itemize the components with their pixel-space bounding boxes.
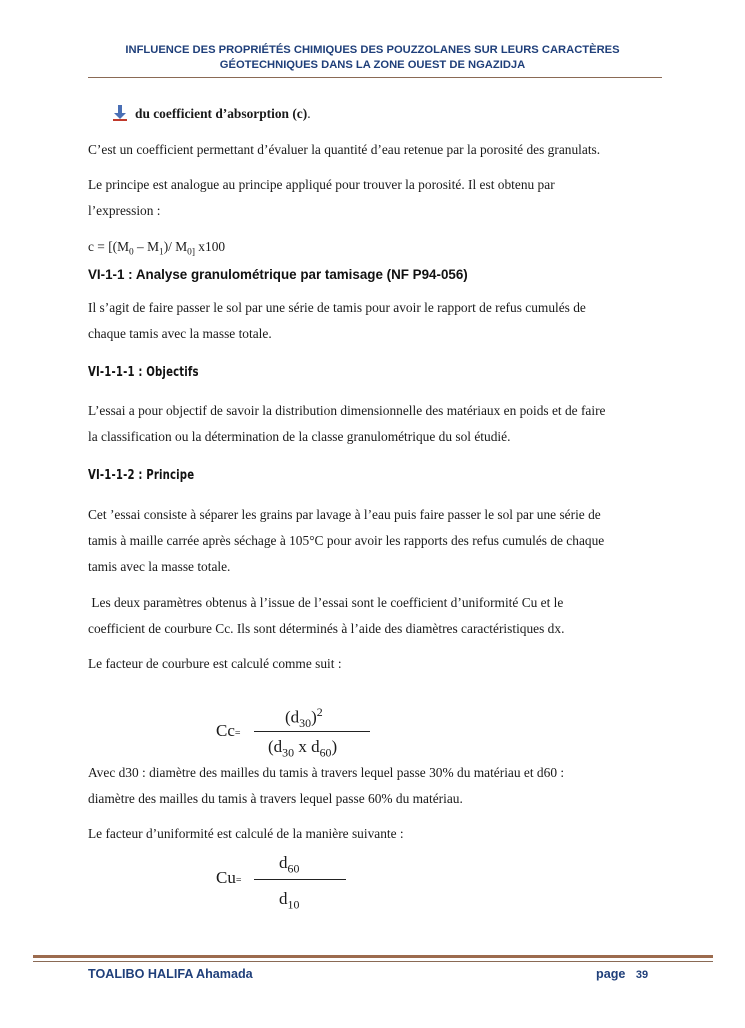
footer-page-label: page xyxy=(596,967,626,981)
paragraph-tamisage-1: Il s’agit de faire passer le sol par une série de tamis pour avoir le rapport de refus cumulés de xyxy=(88,300,586,315)
bullet-item xyxy=(135,101,311,127)
paragraph-coefficient: C’est un coefficient permettant d’évaluer la quantité d’eau retenue par la porosité des granulats. xyxy=(88,142,601,157)
paragraph-principe-essai-2: tamis à maille carrée après séchage à 105°C pour avoir les rapports des refus cumulés de chaque xyxy=(88,533,605,548)
header-line-1: INFLUENCE DES PROPRIÉTÉS CHIMIQUES DES POUZZOLANES SUR LEURS CARACTÈRES xyxy=(125,44,620,56)
paragraph-facteur-uniformite: Le facteur d’uniformité est calculé de la manière suivante : xyxy=(88,826,404,841)
footer-page xyxy=(596,967,648,981)
down-arrow-bullet-icon xyxy=(112,104,132,122)
section-heading-principe: VI-1-1-2 : Principe xyxy=(88,468,195,483)
paragraph-definitions-1: Avec d30 : diamètre des mailles du tamis à travers lequel passe 30% du matériau et d60 : xyxy=(88,765,565,780)
paragraph-principe-essai-3: tamis avec la masse totale. xyxy=(88,559,231,574)
footer-author: TOALIBO HALIFA Ahamada xyxy=(88,967,253,981)
paragraph-tamisage-2: chaque tamis avec la masse totale. xyxy=(88,326,272,341)
footer-page-number: 39 xyxy=(635,969,649,981)
bullet-trail: . xyxy=(307,106,311,121)
paragraph-definitions-2: diamètre des mailles du tamis à travers lequel passe 60% du matériau. xyxy=(88,791,463,806)
formula-cc-lhs: Cc= xyxy=(216,721,241,740)
section-heading-objectifs: VI-1-1-1 : Objectifs xyxy=(88,365,199,380)
formula-cu-numerator: $d_{60}$ xyxy=(279,853,300,876)
paragraph-principe-2: l’expression : xyxy=(88,203,161,218)
paragraph-facteur-courbure: Le facteur de courbure est calculé comme suit : xyxy=(88,656,342,671)
paragraph-parametres-1: Les deux paramètres obtenus à l’issue de l’essai sont le coefficient d’uniformité Cu et le xyxy=(88,595,564,610)
footer-rule-thin xyxy=(33,961,713,962)
running-header xyxy=(60,43,685,73)
header-line-2: GÉOTECHNIQUES DANS LA ZONE OUEST DE NGAZIDJA xyxy=(219,59,526,71)
header-rule xyxy=(88,77,662,78)
paragraph-principe-1: Le principe est analogue au principe appliqué pour trouver la porosité. Il est obtenu par xyxy=(88,177,555,192)
bullet-text: du coefficient d’absorption (c) xyxy=(135,106,308,121)
formula-cu-denominator: $d_{10}$ xyxy=(279,889,300,912)
section-heading-vi-1-1: VI-1-1 : Analyse granulométrique par tamisage (NF P94-056) xyxy=(88,267,468,282)
formula-cu-lhs: Cu= xyxy=(216,868,242,887)
paragraph-objectifs-1: L’essai a pour objectif de savoir la distribution dimensionnelle des matériaux en poids et de faire xyxy=(88,403,606,418)
formula-cc-numerator: $(d_{30})^2$ xyxy=(285,705,323,731)
paragraph-principe-essai-1: Cet ’essai consiste à séparer les grains par lavage à l’eau puis faire passer le sol par une série de xyxy=(88,507,601,522)
formula-cc-denominator: ($d_{30}$ x $d_{60}$) xyxy=(268,737,338,760)
paragraph-objectifs-2: la classification ou la détermination de la classe granulométrique du sol étudié. xyxy=(88,429,511,444)
formula-cu-fraction-bar xyxy=(254,879,346,880)
footer-rule-thick xyxy=(33,955,713,958)
formula-absorption: $c = [(M_0 - M_1)/$ $M_{0]}$ x100 xyxy=(88,239,226,258)
formula-cc-fraction-bar xyxy=(254,731,370,732)
paragraph-parametres-2: coefficient de courbure Cc. Ils sont déterminés à l’aide des diamètres caractéristiques dx. xyxy=(88,621,565,636)
